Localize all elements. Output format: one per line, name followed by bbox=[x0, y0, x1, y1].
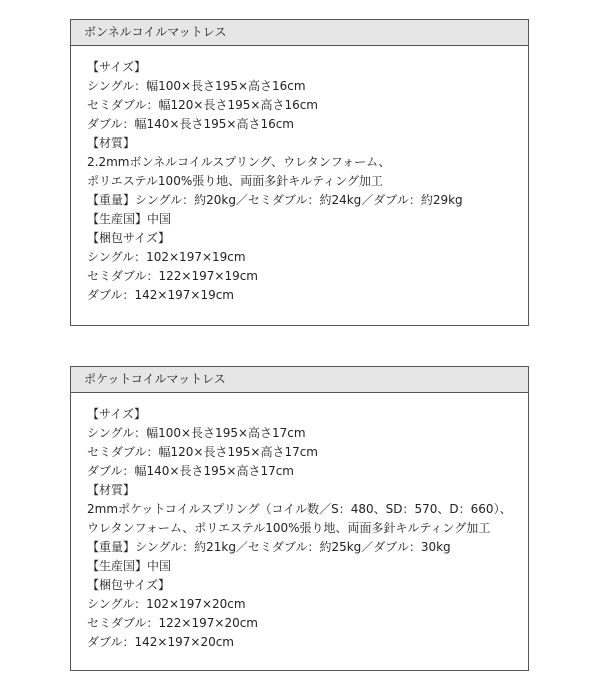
package-size-double: ダブル：142×197×20cm bbox=[87, 635, 234, 649]
size-single: シングル：幅100×長さ195×高さ17cm bbox=[87, 426, 306, 440]
size-semi-double: セミダブル：幅120×長さ195×高さ16cm bbox=[87, 98, 318, 112]
size-double: ダブル：幅140×長さ195×高さ17cm bbox=[87, 464, 294, 478]
origin-line: 【生産国】中国 bbox=[87, 212, 172, 226]
package-size-semi-double: セミダブル：122×197×20cm bbox=[87, 616, 258, 630]
material-heading: 【材質】 bbox=[87, 136, 136, 150]
size-double: ダブル：幅140×長さ195×高さ16cm bbox=[87, 117, 294, 131]
material-line-1: 2mmポケットコイルスプリング（コイル数／S：480、SD：570、D：660）、 bbox=[87, 502, 512, 516]
size-heading: 【サイズ】 bbox=[87, 60, 147, 74]
material-heading: 【材質】 bbox=[87, 483, 136, 497]
material-line-2: ポリエステル100%張り地、両面多針キルティング加工 bbox=[87, 174, 383, 188]
pocket-coil-spec-text bbox=[71, 393, 528, 652]
package-size-double: ダブル：142×197×19cm bbox=[87, 288, 234, 302]
package-size-heading: 【梱包サイズ】 bbox=[87, 578, 171, 592]
size-semi-double: セミダブル：幅120×長さ195×高さ17cm bbox=[87, 445, 318, 459]
origin-line: 【生産国】中国 bbox=[87, 559, 172, 573]
package-size-single: シングル：102×197×19cm bbox=[87, 250, 246, 264]
package-size-semi-double: セミダブル：122×197×19cm bbox=[87, 269, 258, 283]
package-size-single: シングル：102×197×20cm bbox=[87, 597, 246, 611]
bonnell-coil-spec-text bbox=[71, 46, 528, 305]
pocket-coil-title: ポケットコイルマットレス bbox=[71, 367, 528, 393]
weight-line: 【重量】シングル：約20kg／セミダブル：約24kg／ダブル：約29kg bbox=[87, 193, 463, 207]
weight-line: 【重量】シングル：約21kg／セミダブル：約25kg／ダブル：30kg bbox=[87, 540, 451, 554]
bonnell-coil-title: ボンネルコイルマットレス bbox=[71, 20, 528, 46]
bonnell-coil-spec-box bbox=[70, 19, 529, 326]
material-line-1: 2.2mmボンネルコイルスプリング、ウレタンフォーム、 bbox=[87, 155, 391, 169]
size-heading: 【サイズ】 bbox=[87, 407, 147, 421]
pocket-coil-spec-box bbox=[70, 366, 529, 671]
size-single: シングル：幅100×長さ195×高さ16cm bbox=[87, 79, 306, 93]
material-line-2: ウレタンフォーム、ポリエステル100%張り地、両面多針キルティング加工 bbox=[87, 521, 491, 535]
package-size-heading: 【梱包サイズ】 bbox=[87, 231, 171, 245]
